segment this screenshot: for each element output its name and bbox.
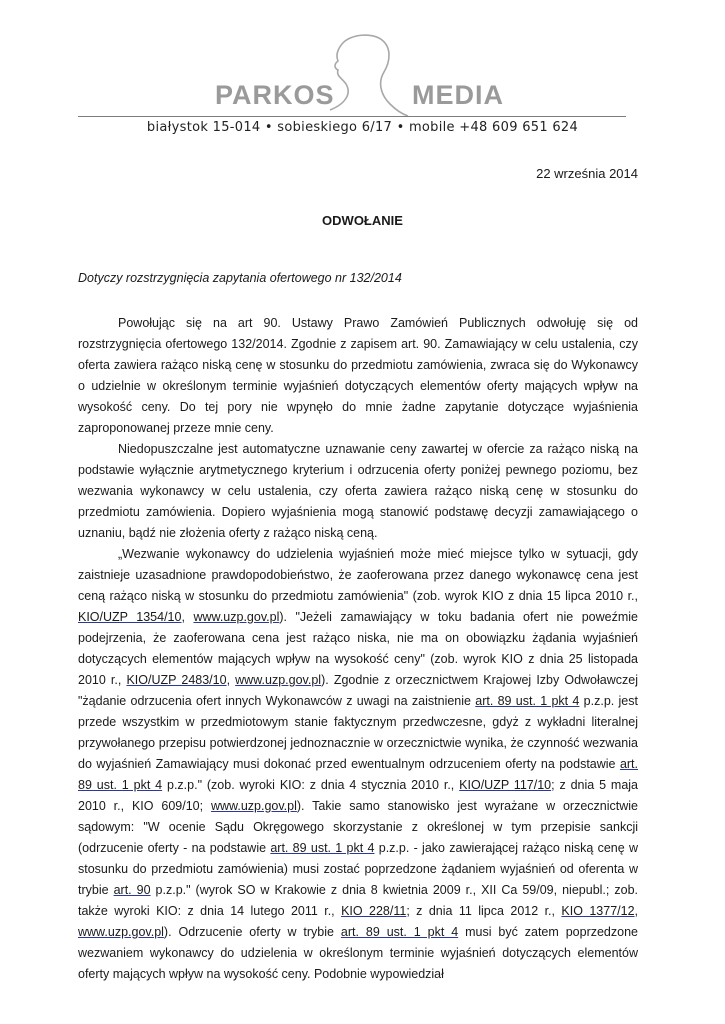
citation-link[interactable]: KIO 1377/12 xyxy=(561,904,635,918)
paragraph-3 xyxy=(78,544,638,985)
paragraph-2: Niedopuszczalne jest automatyczne uznawanie ceny zawartej w ofercie za rażąco niską na podstawie wyłącznie arytmetycznego kryterium i odrzucenia oferty poniżej pewnego poziomu, bez wezwania wykonawcy w celu ustalenia, czy oferta zawiera rażąco niską cenę w stosunku do przedmiotu zamówienia. Dopiero wyjaśnienia mogą stanowić podstawę decyzji zamawiającego o uznaniu, bądź nie złożenia oferty z rażąco niską ceną. xyxy=(78,442,638,540)
uzp-website-link[interactable]: www.uzp.gov.pl xyxy=(78,925,164,939)
paragraph-text: p.z.p. - jako zawierającej rażąco niską cenę w stosunku do przedmiotu zamówienia) musi zostać poprzedzone żądaniem wyjaśnień od oferenta w trybie xyxy=(78,841,638,897)
article-link[interactable]: art. 89 ust. 1 pkt 4 xyxy=(270,841,375,855)
header-address: białystok 15-014 • sobieskiego 6/17 • mobile +48 609 651 624 xyxy=(146,120,579,135)
company-logo xyxy=(0,28,725,118)
paragraph-text: ). Takie samo stanowisko jest wyrażane w orzecznictwie sądowym: "W ocenie Sądu Okręgowego skorzystanie z określonej w tym przepisie sankcji (odrzucenie oferty - na podstawie xyxy=(78,799,638,855)
paragraph-1: Powołując się na art 90. Ustawy Prawo Zamówień Publicznych odwołuję się od rozstrzygnięcia ofertowego 132/2014. Zgodnie z zapisem art. 90. Zamawiający w celu ustalenia, czy oferta zawiera rażąco niską cenę w stosunku do przedmiotu zamówienia, zwraca się do Wykonawcy o udzielnie w określonym terminie wyjaśnień dotyczących elementów oferty mających wpływ na wysokość ceny. Do tej pory nie wpynęło do mnie żadne zapytanie dotyczące wyjaśnienia zaproponowanej przeze mnie ceny. xyxy=(78,316,638,435)
paragraph-text: , xyxy=(181,610,194,624)
citation-link[interactable]: KIO/UZP 117/10 xyxy=(459,778,552,792)
paragraph-text: , xyxy=(634,904,639,918)
citation-link[interactable]: KIO/UZP 2483/10 xyxy=(126,673,227,687)
profile-silhouette-icon xyxy=(0,28,725,118)
paragraph-text: musi być zatem poprzedzone wezwaniem wykonawcy do udzielenia w określonym terminie wyjaśnień dotyczących elementów oferty mających wpływ na wysokość ceny. Podobnie wypowiedział xyxy=(78,925,638,981)
letter-subject: Dotyczy rozstrzygnięcia zapytania ofertowego nr 132/2014 xyxy=(78,271,402,285)
paragraph-text: ; z dnia 5 maja 2010 r., KIO 609/10; xyxy=(78,778,639,813)
article-link[interactable]: art. 89 ust. 1 pkt 4 xyxy=(78,757,638,792)
uzp-website-link[interactable]: www.uzp.gov.pl xyxy=(193,610,280,624)
article-link[interactable]: art. 89 ust. 1 pkt 4 xyxy=(340,925,459,939)
paragraph-text: ). Odrzucenie oferty w trybie xyxy=(163,925,341,939)
paragraph-text: ). Zgodnie z orzecznictwem Krajowej Izby Odwoławczej "żądanie odrzucenia ofert innych Wykonawców z uwagi na zaistnienie xyxy=(78,673,638,708)
article-link[interactable]: art. 90 xyxy=(113,883,151,897)
paragraph-text: p.z.p." (zob. wyroki KIO: z dnia 4 stycznia 2010 r., xyxy=(162,778,460,792)
letter-title: ODWOŁANIE xyxy=(322,213,403,228)
letter-date: 22 września 2014 xyxy=(536,166,638,181)
paragraph-text: ). "Jeżeli zamawiający w toku badania ofert nie poweźmie podejrzenia, że zaoferowana cena jest rażąco niska, nie ma on obowiązku żądania wyjaśnień dotyczących elementów mających wpływ na wysokość ceny" (zob. wyrok KIO z dnia 25 listopada 2010 r., xyxy=(78,610,638,687)
paragraph-text: p.z.p." (wyrok SO w Krakowie z dnia 8 kwietnia 2009 r., XII Ca 59/09, niepubl.; zob. także wyroki KIO: z dnia 14 lutego 2011 r., xyxy=(78,883,638,918)
article-link[interactable]: art. 89 ust. 1 pkt 4 xyxy=(475,694,580,708)
uzp-website-link[interactable]: www.uzp.gov.pl xyxy=(235,673,322,687)
citation-link[interactable]: KIO 228/11 xyxy=(341,904,407,918)
paragraph-text: ; z dnia 11 lipca 2012 r., xyxy=(406,904,562,918)
citation-link[interactable]: KIO/UZP 1354/10 xyxy=(78,610,182,624)
logo-text-left: PARKOS xyxy=(215,80,335,110)
paragraph-text: p.z.p. jest przede wszystkim w przedmiotowym stanie faktycznym przedwczesne, gdyż z wykładni literalnej przywołanego przepisu potwierdzonej jednoznacznie w orzecznictwie wynika, że czynność wezwania do wyjaśnień Zamawiający musi dokonać przed ewentualnym odrzuceniem oferty na podstawie xyxy=(78,694,638,771)
uzp-website-link[interactable]: www.uzp.gov.pl xyxy=(210,799,297,813)
paragraph-text: „Wezwanie wykonawcy do udzielenia wyjaśnień może mieć miejsce tylko w sytuacji, gdy zaistnieje uzasadnione prawdopodobieństwo, że zaoferowana przez danego wykonawcę cena jest ceną rażąco niską w stosunku do przedmiotu zamówienia" (zob. wyrok KIO z dnia 15 lipca 2010 r., xyxy=(78,547,638,603)
logo-text-right: MEDIA xyxy=(412,80,504,110)
header-divider xyxy=(78,116,626,117)
letter-body xyxy=(78,313,638,985)
paragraph-text: , xyxy=(226,673,236,687)
